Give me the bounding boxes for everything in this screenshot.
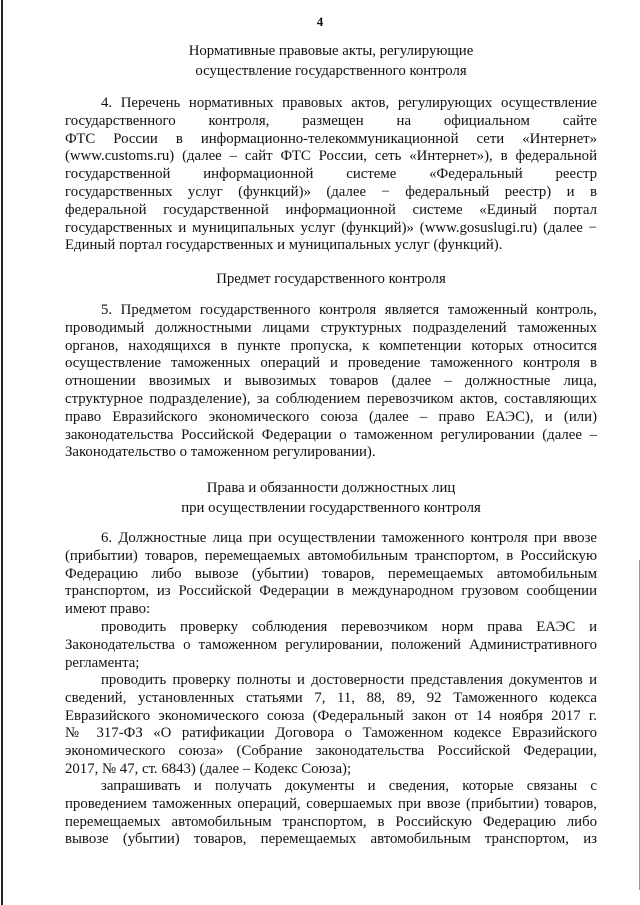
text-line: осуществление таможенных операций и проведение таможенного контроля в: [65, 355, 597, 372]
section-heading: [65, 479, 597, 518]
text-line: (прибытии) товаров, перемещаемых автомобильным транспортом, в Российскую: [65, 547, 597, 564]
text-line: Федерацию либо вывозе (убытии) товаров, перемещаемых автомобильным: [65, 565, 597, 582]
paragraph: [65, 95, 597, 255]
text-line: ФТС России в информационно-телекоммуникационной сети «Интернет»: [65, 130, 597, 147]
paragraph: [65, 672, 597, 779]
text-line: вывозе (убытии) товаров, перемещаемых автомобильным транспортом, из: [65, 831, 597, 848]
text-line: проводить проверку полноты и достоверности представления документов и: [101, 672, 597, 688]
text-line: при осуществлении государственного контроля: [181, 499, 481, 516]
text-line: перемещаемых автомобильным транспортом, в Российскую Федерацию либо: [65, 813, 597, 830]
text-line: осуществление государственного контроля: [195, 62, 467, 79]
text-line: проводимый должностными лицами структурных подразделений таможенных: [65, 319, 597, 336]
text-line: Права и обязанности должностных лиц: [206, 480, 456, 496]
text-line: право Евразийского экономического союза (далее – право ЕАЭС), и (или): [65, 408, 597, 425]
text-line: 4. Перечень нормативных правовых актов, регулирующих осуществление: [101, 95, 597, 111]
text-line: государственных и муниципальных услуг (функций)» (www.gosuslugi.ru) (далее −: [65, 219, 597, 236]
scan-edge-left: [1, 0, 3, 905]
text-line: регламента;: [65, 654, 140, 671]
text-line: органов, находящихся в пункте пропуска, к компетенции которых относится: [65, 337, 597, 354]
paragraph: [65, 302, 597, 462]
text-line: 5. Предметом государственного контроля является таможенный контроль,: [101, 302, 597, 318]
section-heading: [65, 270, 597, 290]
text-line: законодательства Российской Федерации о таможенном регулировании (далее –: [65, 426, 597, 443]
paragraph: [65, 619, 597, 672]
text-line: Предмет государственного контроля: [216, 271, 446, 287]
paragraph: [65, 530, 597, 619]
text-line: Нормативные правовые акты, регулирующие: [188, 43, 474, 59]
text-line: государственной информационной системе «Федеральный реестр: [65, 166, 597, 183]
text-line: 6. Должностные лица при осуществлении таможенного контроля при ввозе: [101, 530, 597, 546]
text-line: государственных услуг (функций)» (далее − федеральный реестр) и в: [65, 183, 597, 200]
text-line: имеют право:: [65, 601, 151, 618]
text-line: проводить проверку соблюдения перевозчиком норм права ЕАЭС и: [101, 619, 597, 635]
text-line: № 317-ФЗ «О ратификации Договора о Таможенном кодексе Евразийского: [65, 725, 597, 742]
text-line: структурное подразделение), за соблюдением перевозчиком актов, составляющих: [65, 390, 597, 407]
text-line: сведений, установленных статьями 7, 11, 88, 89, 92 Таможенного кодекса: [65, 689, 597, 706]
text-line: Единый портал государственных и муниципальных услуг (функций).: [65, 237, 503, 254]
page-number: 4: [316, 14, 324, 29]
text-line: отношении ввозимых и вывозимых товаров (далее – должностные лица,: [65, 373, 597, 390]
section-heading: [65, 42, 597, 81]
paragraph: [65, 778, 597, 849]
text-line: Законодательства о таможенном регулировании, положений Административного: [65, 636, 597, 653]
text-line: 2017, № 47, ст. 6843) (далее – Кодекс Союза);: [65, 760, 352, 777]
text-line: федеральной государственной информационной системе «Единый портал: [65, 201, 597, 218]
text-line: Законодательство о таможенном регулировании).: [65, 444, 376, 461]
text-line: (www.customs.ru) (далее – сайт ФТС России, сеть «Интернет»), в федеральной: [65, 148, 597, 165]
text-line: запрашивать и получать документы и сведения, которые связаны с: [101, 778, 597, 794]
text-line: транспортом, из Российской Федерации в международном грузовом сообщении: [65, 583, 597, 600]
text-line: государственного контроля, размещен на официальном сайте: [65, 112, 597, 129]
text-line: проведением таможенных операций, совершаемых при ввозе (прибытии) товаров,: [65, 795, 597, 812]
text-line: Евразийского экономического союза (Федеральный закон от 14 ноября 2017 г.: [65, 707, 597, 724]
text-line: экономического союза» (Собрание законодательства Российской Федерации,: [65, 743, 597, 760]
